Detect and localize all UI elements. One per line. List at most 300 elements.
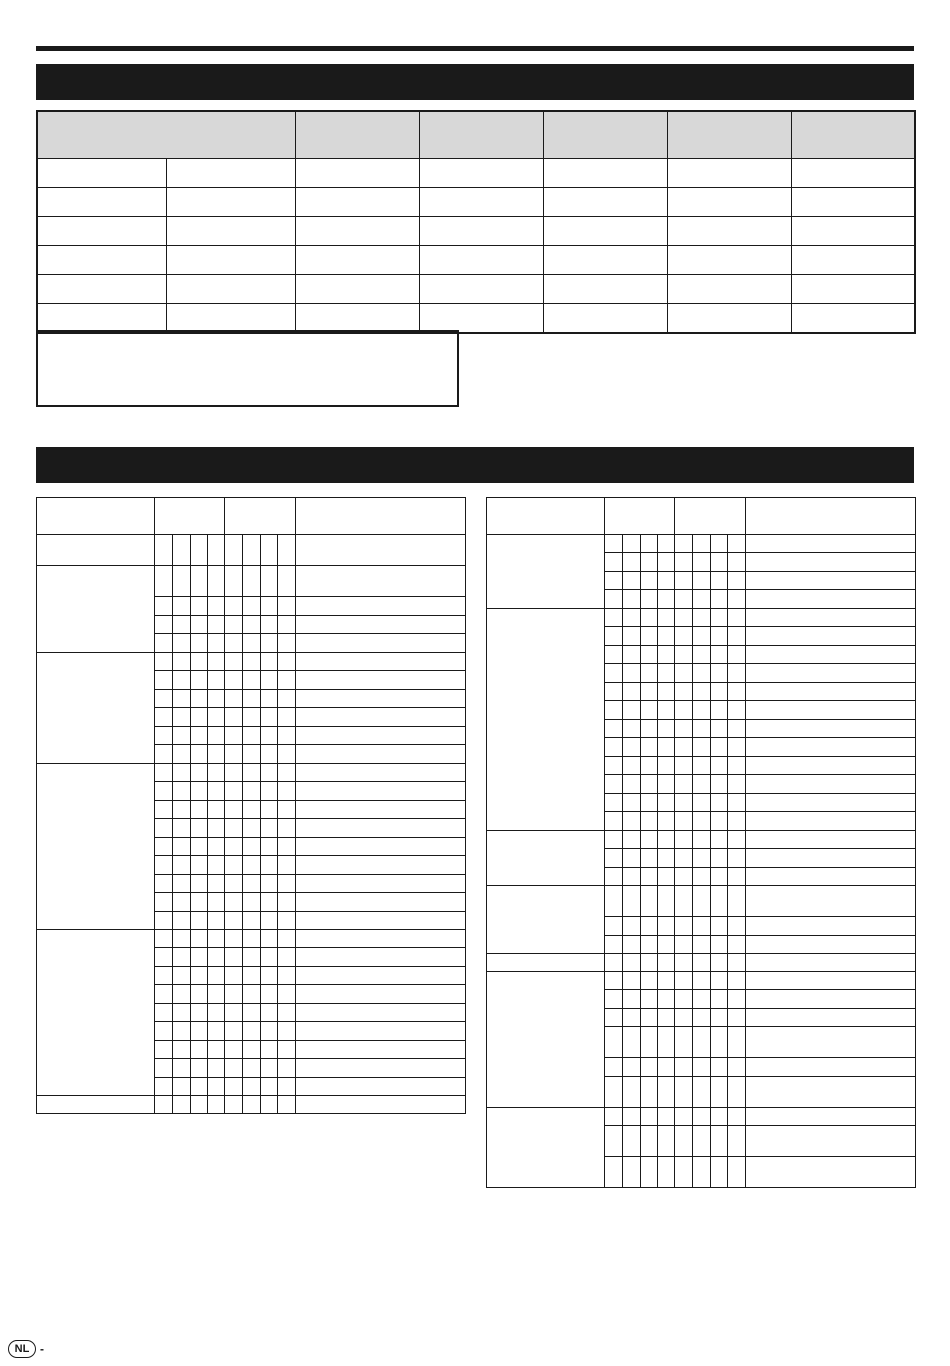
grid-check-cell (208, 1096, 225, 1114)
grid-check-cell (693, 683, 711, 701)
grid-check-cell (623, 572, 641, 590)
grid-check-cell (605, 794, 623, 812)
grid-check-cell (675, 990, 693, 1009)
grid-check-cell (605, 831, 623, 849)
grid-check-cell (225, 856, 243, 875)
grid-check-cell (225, 1059, 243, 1078)
grid-check-cell (728, 972, 745, 990)
grid-check-cell (728, 868, 745, 886)
grid-check-cell (155, 671, 173, 690)
grid-check-cell (191, 616, 208, 634)
grid-check-cell (623, 972, 641, 990)
compatibility-grid-left (36, 497, 466, 1114)
grid-check-cell (658, 831, 675, 849)
grid-check-cell (191, 1059, 208, 1078)
grid-check-cell (605, 990, 623, 1009)
grid-description-cell (745, 553, 915, 572)
grid-check-cell (658, 775, 675, 794)
grid-description-cell (745, 1027, 915, 1058)
grid-check-cell (728, 535, 745, 553)
spec-table-cell (667, 275, 791, 304)
grid-check-cell (261, 727, 278, 745)
grid-check-cell (711, 1027, 728, 1058)
grid-check-cell (728, 886, 745, 917)
section-header-bar-compatibility (36, 447, 914, 483)
grid-check-cell (208, 838, 225, 856)
grid-group-label-cell (487, 609, 605, 831)
grid-check-cell (191, 566, 208, 597)
grid-check-cell (243, 875, 261, 893)
grid-check-cell (641, 590, 658, 609)
grid-check-cell (278, 1041, 295, 1059)
grid-row (37, 653, 466, 671)
grid-check-cell (155, 566, 173, 597)
spec-table-cell (166, 188, 295, 217)
grid-check-cell (261, 930, 278, 948)
grid-description-cell (745, 1126, 915, 1157)
grid-check-cell (605, 646, 623, 664)
grid-description-cell (745, 609, 915, 627)
grid-check-cell (658, 936, 675, 954)
spec-table-cell (543, 217, 667, 246)
spec-table-cell (166, 159, 295, 188)
grid-check-cell (155, 801, 173, 819)
spec-table-cell (419, 304, 543, 334)
grid-check-cell (711, 683, 728, 701)
grid-description-cell (745, 972, 915, 990)
grid-check-cell (641, 720, 658, 738)
grid-check-cell (605, 1157, 623, 1188)
grid-check-cell (261, 1078, 278, 1096)
spec-table-cell (791, 188, 915, 217)
grid-check-cell (658, 590, 675, 609)
grid-check-cell (173, 690, 191, 708)
grid-check-cell (225, 801, 243, 819)
grid-check-cell (191, 838, 208, 856)
grid-check-cell (225, 930, 243, 948)
grid-check-cell (675, 572, 693, 590)
grid-check-cell (658, 794, 675, 812)
grid-check-cell (675, 757, 693, 775)
grid-check-cell (155, 535, 173, 566)
grid-check-cell (173, 566, 191, 597)
grid-check-cell (623, 701, 641, 720)
grid-check-cell (693, 720, 711, 738)
grid-check-cell (623, 831, 641, 849)
grid-check-cell (658, 1108, 675, 1126)
grid-check-cell (225, 535, 243, 566)
grid-group-label-cell (37, 535, 155, 566)
grid-check-cell (155, 690, 173, 708)
grid-check-cell (693, 609, 711, 627)
grid-check-cell (641, 868, 658, 886)
grid-check-cell (605, 849, 623, 868)
grid-check-cell (623, 936, 641, 954)
page-separator: - (40, 1342, 44, 1356)
grid-check-cell (711, 972, 728, 990)
grid-description-cell (295, 727, 465, 745)
grid-check-cell (658, 972, 675, 990)
spec-table-cell (166, 217, 295, 246)
grid-check-cell (261, 1059, 278, 1078)
grid-description-cell (745, 886, 915, 917)
section-header-bar-specifications (36, 64, 914, 100)
grid-check-cell (605, 701, 623, 720)
grid-description-cell (745, 831, 915, 849)
grid-check-cell (208, 708, 225, 727)
grid-check-cell (225, 745, 243, 764)
grid-check-cell (641, 1157, 658, 1188)
grid-check-cell (155, 1004, 173, 1022)
spec-table-row (37, 304, 915, 334)
grid-check-cell (711, 1058, 728, 1077)
grid-check-cell (605, 868, 623, 886)
spec-table-cell (543, 275, 667, 304)
grid-check-cell (693, 1157, 711, 1188)
grid-check-cell (173, 597, 191, 616)
grid-check-cell (225, 838, 243, 856)
grid-check-cell (658, 1058, 675, 1077)
grid-check-cell (261, 819, 278, 838)
grid-check-cell (623, 609, 641, 627)
spec-table-row (37, 217, 915, 246)
grid-check-cell (243, 634, 261, 653)
grid-check-cell (191, 535, 208, 566)
grid-check-cell (693, 646, 711, 664)
grid-check-cell (208, 616, 225, 634)
grid-check-cell (173, 1096, 191, 1114)
grid-description-cell (295, 1078, 465, 1096)
spec-table-cell (543, 159, 667, 188)
grid-check-cell (641, 775, 658, 794)
grid-check-cell (243, 727, 261, 745)
grid-check-cell (605, 1126, 623, 1157)
grid-description-cell (295, 671, 465, 690)
grid-check-cell (208, 1022, 225, 1041)
grid-check-cell (278, 948, 295, 967)
grid-check-cell (675, 535, 693, 553)
grid-check-cell (675, 868, 693, 886)
grid-check-cell (225, 1022, 243, 1041)
grid-row (487, 535, 916, 553)
grid-check-cell (641, 917, 658, 936)
grid-check-cell (658, 917, 675, 936)
grid-check-cell (623, 757, 641, 775)
grid-check-cell (173, 782, 191, 801)
grid-check-cell (728, 1126, 745, 1157)
grid-check-cell (728, 1027, 745, 1058)
grid-check-cell (693, 1126, 711, 1157)
grid-check-cell (261, 838, 278, 856)
grid-check-cell (658, 609, 675, 627)
grid-header-row (37, 498, 466, 535)
grid-check-cell (693, 775, 711, 794)
grid-description-cell (295, 1059, 465, 1078)
grid-check-cell (658, 720, 675, 738)
grid-check-cell (278, 727, 295, 745)
grid-check-cell (641, 831, 658, 849)
spec-header-cell (667, 111, 791, 159)
grid-check-cell (711, 757, 728, 775)
grid-description-cell (745, 701, 915, 720)
grid-check-cell (243, 930, 261, 948)
grid-check-cell (605, 683, 623, 701)
grid-header-cell (225, 498, 295, 535)
grid-check-cell (711, 936, 728, 954)
spec-header-cell (791, 111, 915, 159)
grid-check-cell (155, 1078, 173, 1096)
grid-row (37, 930, 466, 948)
grid-check-cell (641, 664, 658, 683)
spec-table-row (37, 246, 915, 275)
grid-row (37, 535, 466, 566)
grid-check-cell (711, 738, 728, 757)
grid-check-cell (641, 757, 658, 775)
grid-header-cell (487, 498, 605, 535)
grid-check-cell (225, 597, 243, 616)
grid-description-cell (745, 535, 915, 553)
grid-check-cell (711, 954, 728, 972)
grid-check-cell (728, 1009, 745, 1027)
grid-check-cell (208, 727, 225, 745)
grid-check-cell (225, 967, 243, 985)
grid-description-cell (745, 1058, 915, 1077)
grid-description-cell (295, 985, 465, 1004)
grid-check-cell (155, 875, 173, 893)
top-rule (36, 46, 914, 51)
grid-check-cell (658, 683, 675, 701)
grid-check-cell (693, 738, 711, 757)
grid-check-cell (225, 1078, 243, 1096)
spec-table-cell (543, 188, 667, 217)
grid-check-cell (728, 990, 745, 1009)
grid-check-cell (693, 1009, 711, 1027)
grid-check-cell (728, 794, 745, 812)
grid-header-cell (745, 498, 915, 535)
grid-check-cell (173, 764, 191, 782)
grid-check-cell (225, 912, 243, 930)
grid-check-cell (243, 597, 261, 616)
grid-check-cell (711, 720, 728, 738)
grid-check-cell (173, 856, 191, 875)
grid-check-cell (208, 634, 225, 653)
grid-check-cell (191, 930, 208, 948)
grid-check-cell (261, 856, 278, 875)
grid-check-cell (155, 1041, 173, 1059)
spec-table-cell (295, 188, 419, 217)
grid-check-cell (728, 646, 745, 664)
spec-table-cell (295, 159, 419, 188)
spec-table-cell (667, 246, 791, 275)
grid-check-cell (675, 775, 693, 794)
grid-check-cell (173, 819, 191, 838)
grid-description-cell (295, 838, 465, 856)
grid-check-cell (641, 954, 658, 972)
grid-check-cell (711, 775, 728, 794)
grid-check-cell (711, 868, 728, 886)
grid-check-cell (191, 653, 208, 671)
grid-check-cell (208, 948, 225, 967)
grid-check-cell (623, 590, 641, 609)
grid-check-cell (693, 812, 711, 831)
grid-check-cell (208, 745, 225, 764)
spec-table-cell (37, 217, 166, 246)
grid-check-cell (605, 812, 623, 831)
grid-description-cell (745, 990, 915, 1009)
grid-check-cell (243, 566, 261, 597)
grid-check-cell (261, 597, 278, 616)
grid-check-cell (605, 720, 623, 738)
grid-check-cell (261, 745, 278, 764)
grid-description-cell (295, 745, 465, 764)
grid-group-label-cell (37, 653, 155, 764)
grid-check-cell (693, 1058, 711, 1077)
grid-check-cell (658, 757, 675, 775)
grid-check-cell (261, 985, 278, 1004)
grid-check-cell (278, 690, 295, 708)
grid-check-cell (623, 954, 641, 972)
specification-table (36, 110, 916, 334)
grid-description-cell (745, 720, 915, 738)
grid-check-cell (208, 893, 225, 912)
grid-check-cell (261, 893, 278, 912)
grid-check-cell (261, 875, 278, 893)
grid-check-cell (693, 590, 711, 609)
grid-check-cell (173, 930, 191, 948)
grid-header-cell (155, 498, 225, 535)
grid-check-cell (191, 708, 208, 727)
grid-check-cell (191, 690, 208, 708)
grid-check-cell (711, 812, 728, 831)
grid-check-cell (243, 838, 261, 856)
grid-description-cell (745, 936, 915, 954)
grid-check-cell (191, 1022, 208, 1041)
grid-description-cell (745, 1157, 915, 1188)
grid-check-cell (623, 1009, 641, 1027)
grid-check-cell (278, 653, 295, 671)
grid-check-cell (623, 849, 641, 868)
spec-table-cell (791, 159, 915, 188)
spec-table-cell (419, 159, 543, 188)
grid-check-cell (173, 985, 191, 1004)
grid-description-cell (745, 775, 915, 794)
grid-check-cell (728, 609, 745, 627)
grid-group-label-cell (487, 972, 605, 1108)
grid-description-cell (745, 757, 915, 775)
grid-check-cell (605, 1058, 623, 1077)
grid-check-cell (191, 801, 208, 819)
grid-check-cell (693, 972, 711, 990)
grid-check-cell (711, 590, 728, 609)
grid-check-cell (605, 627, 623, 646)
grid-check-cell (155, 967, 173, 985)
spec-table-cell (37, 188, 166, 217)
grid-check-cell (155, 782, 173, 801)
grid-header-cell (675, 498, 745, 535)
grid-check-cell (711, 886, 728, 917)
grid-description-cell (295, 764, 465, 782)
grid-check-cell (641, 794, 658, 812)
grid-check-cell (243, 1096, 261, 1114)
grid-check-cell (693, 849, 711, 868)
grid-check-cell (675, 590, 693, 609)
grid-check-cell (675, 664, 693, 683)
grid-description-cell (745, 1077, 915, 1108)
grid-check-cell (675, 1077, 693, 1108)
grid-check-cell (191, 1004, 208, 1022)
grid-check-cell (641, 849, 658, 868)
grid-check-cell (278, 912, 295, 930)
grid-row (37, 1096, 466, 1114)
grid-row (487, 831, 916, 849)
grid-check-cell (658, 627, 675, 646)
grid-check-cell (623, 1077, 641, 1108)
grid-check-cell (623, 535, 641, 553)
spec-table-row (37, 159, 915, 188)
grid-check-cell (658, 535, 675, 553)
spec-table-cell (37, 159, 166, 188)
grid-check-cell (728, 1058, 745, 1077)
grid-check-cell (225, 616, 243, 634)
grid-check-cell (641, 812, 658, 831)
grid-check-cell (155, 948, 173, 967)
grid-check-cell (261, 948, 278, 967)
grid-check-cell (658, 701, 675, 720)
grid-check-cell (623, 917, 641, 936)
grid-description-cell (295, 634, 465, 653)
grid-check-cell (155, 985, 173, 1004)
grid-check-cell (208, 764, 225, 782)
grid-check-cell (693, 917, 711, 936)
grid-description-cell (295, 930, 465, 948)
grid-description-cell (295, 782, 465, 801)
grid-check-cell (191, 985, 208, 1004)
spec-table-cell (295, 246, 419, 275)
grid-check-cell (243, 819, 261, 838)
grid-group-label-cell (37, 930, 155, 1096)
grid-check-cell (728, 683, 745, 701)
grid-check-cell (261, 566, 278, 597)
spec-table-cell (419, 246, 543, 275)
grid-check-cell (155, 597, 173, 616)
grid-description-cell (745, 1009, 915, 1027)
compatibility-grid-right (486, 497, 916, 1188)
grid-description-cell (745, 954, 915, 972)
grid-check-cell (225, 819, 243, 838)
grid-check-cell (623, 646, 641, 664)
grid-description-cell (295, 856, 465, 875)
grid-check-cell (225, 875, 243, 893)
grid-check-cell (225, 948, 243, 967)
grid-check-cell (278, 985, 295, 1004)
spec-table-cell (166, 304, 295, 334)
grid-check-cell (208, 597, 225, 616)
grid-check-cell (243, 1078, 261, 1096)
grid-description-cell (295, 801, 465, 819)
grid-check-cell (208, 912, 225, 930)
grid-check-cell (658, 572, 675, 590)
grid-check-cell (658, 1126, 675, 1157)
grid-check-cell (191, 634, 208, 653)
grid-check-cell (191, 948, 208, 967)
grid-check-cell (155, 856, 173, 875)
grid-row (487, 609, 916, 627)
grid-check-cell (693, 868, 711, 886)
grid-check-cell (243, 967, 261, 985)
grid-check-cell (711, 646, 728, 664)
grid-check-cell (155, 1022, 173, 1041)
grid-header-row (487, 498, 916, 535)
